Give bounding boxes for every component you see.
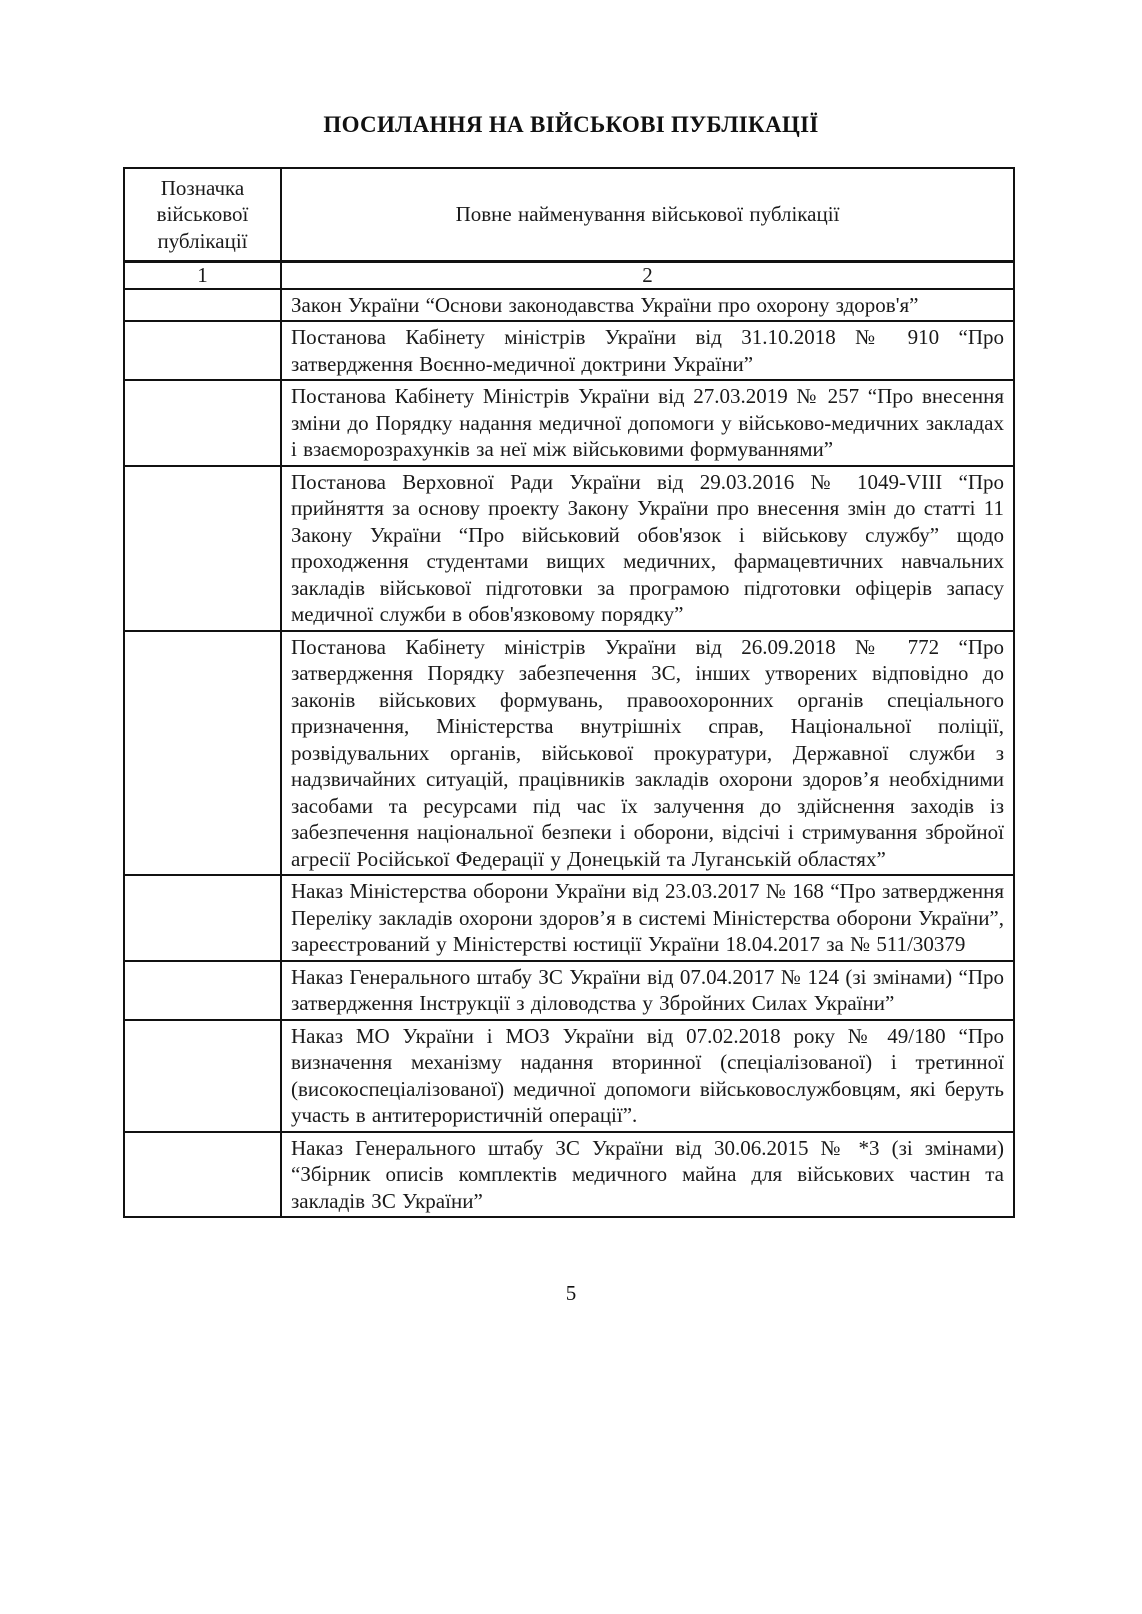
mark-cell — [124, 380, 281, 466]
publication-name: Постанова Верховної Ради України від 29.03.2016 № 1049-VIII “Про прийняття за основу проекту Закону України про внесення змін до статті 11 Закону України “Про військовий обов'язок і військову службу” щодо проходження студентами вищих медичних, фармацевтичних навчальних закладів військової підготовки за програмою підготовки офіцерів запасу медичної служби в обов'язковому порядку” — [281, 466, 1014, 631]
column-number-row — [124, 261, 1014, 289]
mark-cell — [124, 631, 281, 876]
mark-cell — [124, 321, 281, 380]
publication-name: Наказ Міністерства оборони України від 23.03.2017 № 168 “Про затвердження Переліку закладів охорони здоров’я в системі Міністерства оборони України”, зареєстрований у Міністерстві юстиції України 18.04.2017 за № 511/30379 — [281, 875, 1014, 961]
publication-name: Наказ Генерального штабу ЗС України від 07.04.2017 № 124 (зі змінами) “Про затвердження Інструкції з діловодства у Збройних Силах України” — [281, 961, 1014, 1020]
column-header-fullname: Повне найменування військової публікації — [281, 168, 1014, 261]
table-row — [124, 631, 1014, 876]
page-title: ПОСИЛАННЯ НА ВІЙСЬКОВІ ПУБЛІКАЦІЇ — [323, 112, 819, 137]
table-header-row — [124, 168, 1014, 261]
mark-cell — [124, 466, 281, 631]
table-row — [124, 380, 1014, 466]
table-row — [124, 1020, 1014, 1132]
publications-table — [123, 167, 1015, 1218]
table-row — [124, 1132, 1014, 1218]
mark-cell — [124, 875, 281, 961]
publication-name: Постанова Кабінету міністрів України від 26.09.2018 № 772 “Про затвердження Порядку забезпечення ЗС, інших утворених відповідно до законів військових формувань, правоохоронних органів спеціального призначення, Міністерства внутрішніх справ, Національної поліції, розвідувальних органів, військової прокуратури, Державної служби з надзвичайних ситуацій, працівників закладів охорони здоров’я необхідними засобами та ресурсами під час їх залучення до здійснення заходів із забезпечення національної безпеки і оборони, відсічі і стримування збройної агресії Російської Федерації у Донецькій та Луганській областях” — [281, 631, 1014, 876]
column-number-2: 2 — [281, 261, 1014, 289]
table-row — [124, 961, 1014, 1020]
mark-cell — [124, 289, 281, 322]
publication-name: Постанова Кабінету Міністрів України від 27.03.2019 № 257 “Про внесення зміни до Порядку надання медичної допомоги у військово-медичних закладах і взаєморозрахунків за неї між військовими формуваннями” — [281, 380, 1014, 466]
publication-name: Закон України “Основи законодавства України про охорону здоров'я” — [281, 289, 1014, 322]
publication-name: Наказ Генерального штабу ЗС України від 30.06.2015 № *3 (зі змінами) “Збірник описів комплектів медичного майна для військових частин та закладів ЗС України” — [281, 1132, 1014, 1218]
publication-name: Наказ МО України і МОЗ України від 07.02.2018 року № 49/180 “Про визначення механізму надання вторинної (спеціалізованої) і третинної (високоспеціалізованої) медичної допомоги військовослужбовцям, які беруть участь в антитерористичній операції”. — [281, 1020, 1014, 1132]
table-row — [124, 466, 1014, 631]
mark-cell — [124, 961, 281, 1020]
mark-cell — [124, 1132, 281, 1218]
publication-name: Постанова Кабінету міністрів України від 31.10.2018 № 910 “Про затвердження Воєнно-медичної доктрини України” — [281, 321, 1014, 380]
column-number-1: 1 — [124, 261, 281, 289]
column-header-mark: Позначка військової публікації — [124, 168, 281, 261]
page-number: 5 — [565, 1281, 577, 1305]
table-row — [124, 289, 1014, 322]
table-row — [124, 875, 1014, 961]
table-row — [124, 321, 1014, 380]
mark-cell — [124, 1020, 281, 1132]
